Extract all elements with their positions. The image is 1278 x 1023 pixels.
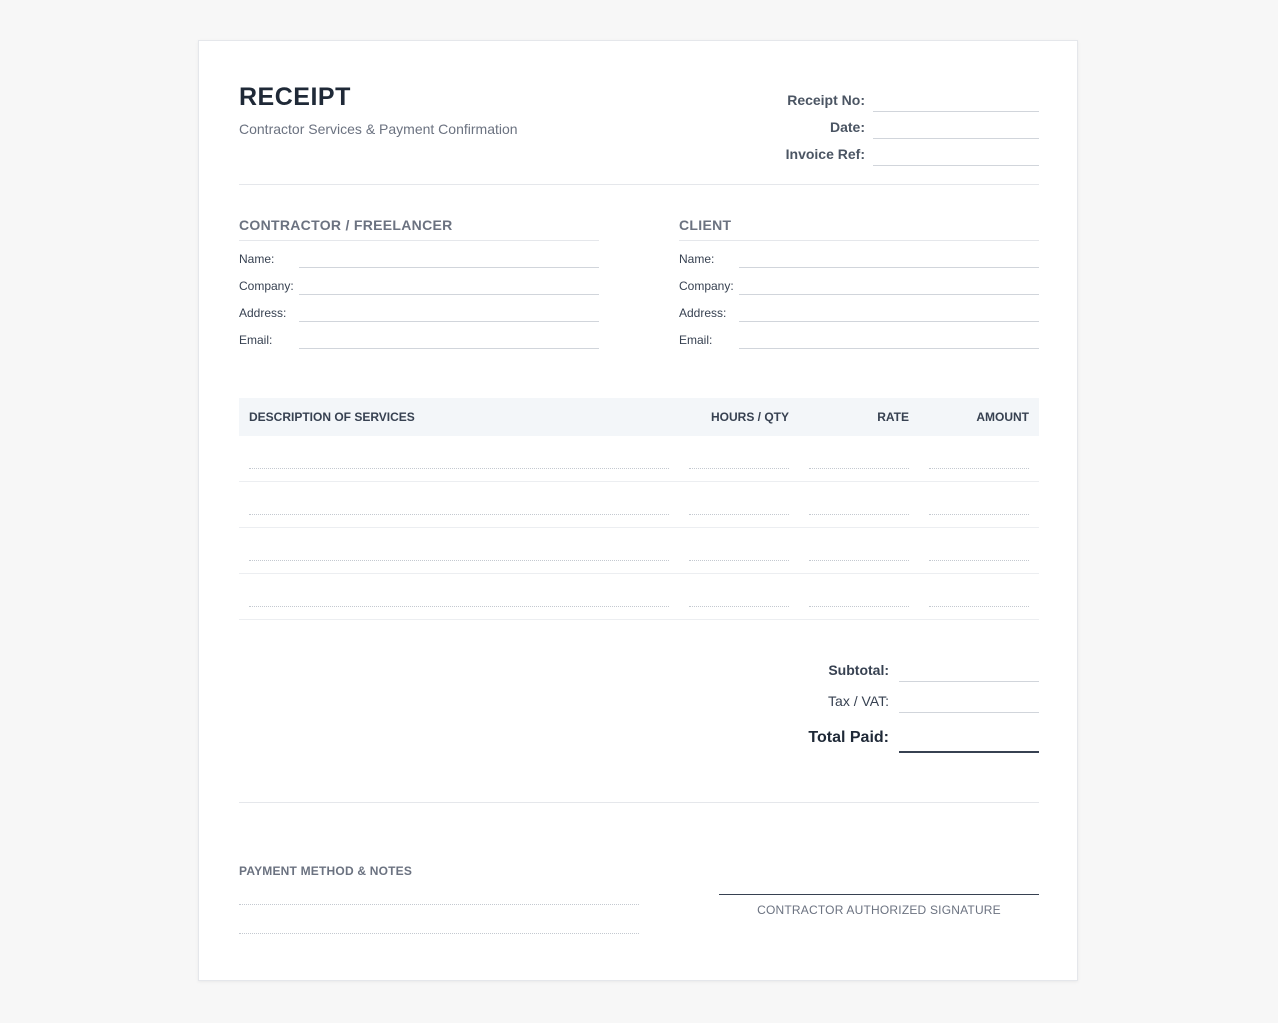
payment-notes-section (239, 864, 639, 934)
signature-line[interactable] (719, 893, 1039, 895)
receipt-meta (739, 85, 1039, 166)
subtotal-field[interactable] (899, 657, 1039, 682)
hours-cell[interactable] (679, 436, 799, 482)
contractor-email-row (239, 322, 599, 349)
client-title: CLIENT (679, 216, 1039, 241)
hours-cell[interactable] (679, 574, 799, 620)
description-cell[interactable] (239, 574, 679, 620)
tax-label: Tax / VAT: (828, 693, 889, 709)
client-company-label: Company: (679, 279, 734, 293)
table-row (239, 436, 1039, 482)
tax-row (739, 682, 1039, 713)
client-company-field[interactable] (739, 274, 1039, 295)
client-email-field[interactable] (739, 328, 1039, 349)
date-field[interactable] (873, 116, 1039, 139)
contractor-company-field[interactable] (299, 274, 599, 295)
header-divider (239, 184, 1039, 185)
contractor-name-row (239, 241, 599, 268)
contractor-address-label: Address: (239, 306, 287, 320)
total-paid-row (739, 713, 1039, 753)
date-label: Date: (829, 119, 865, 135)
receipt-no-field[interactable] (873, 89, 1039, 112)
tax-field[interactable] (899, 688, 1039, 713)
rate-cell[interactable] (799, 436, 919, 482)
footer-divider (239, 802, 1039, 803)
rate-cell[interactable] (799, 574, 919, 620)
total-paid-field[interactable] (899, 721, 1039, 753)
notes-line-2[interactable] (239, 905, 639, 934)
invoice-ref-field[interactable] (873, 143, 1039, 166)
contractor-name-label: Name: (239, 252, 275, 266)
contractor-title: CONTRACTOR / FREELANCER (239, 216, 599, 241)
table-row (239, 482, 1039, 528)
contractor-address-field[interactable] (299, 301, 599, 322)
contractor-address-row (239, 295, 599, 322)
receipt-content (239, 41, 1039, 980)
amount-cell[interactable] (919, 436, 1039, 482)
hours-cell[interactable] (679, 482, 799, 528)
client-address-row (679, 295, 1039, 322)
subtotal-label: Subtotal: (828, 662, 889, 678)
rate-cell[interactable] (799, 528, 919, 574)
client-section (679, 216, 1039, 349)
contractor-email-field[interactable] (299, 328, 599, 349)
client-email-label: Email: (679, 333, 713, 347)
payment-notes-title: PAYMENT METHOD & NOTES (239, 864, 413, 878)
column-description: DESCRIPTION OF SERVICES (239, 398, 679, 436)
services-table (239, 398, 1039, 620)
description-cell[interactable] (239, 528, 679, 574)
column-rate: RATE (799, 398, 919, 436)
description-cell[interactable] (239, 436, 679, 482)
amount-cell[interactable] (919, 574, 1039, 620)
receipt-no-row (739, 85, 1039, 112)
notes-line-1[interactable] (239, 884, 639, 905)
signature-section (719, 893, 1039, 917)
rate-cell[interactable] (799, 482, 919, 528)
contractor-email-label: Email: (239, 333, 273, 347)
description-cell[interactable] (239, 482, 679, 528)
client-name-row (679, 241, 1039, 268)
receipt-no-label: Receipt No: (787, 92, 865, 108)
totals-section (739, 651, 1039, 753)
client-name-label: Name: (679, 252, 715, 266)
contractor-name-field[interactable] (299, 247, 599, 268)
table-row (239, 574, 1039, 620)
contractor-company-label: Company: (239, 279, 294, 293)
signature-label: CONTRACTOR AUTHORIZED SIGNATURE (757, 903, 1001, 917)
amount-cell[interactable] (919, 482, 1039, 528)
client-email-row (679, 322, 1039, 349)
invoice-ref-label: Invoice Ref: (785, 146, 865, 162)
contractor-section (239, 216, 599, 349)
date-row (739, 112, 1039, 139)
table-row (239, 528, 1039, 574)
column-amount: AMOUNT (919, 398, 1039, 436)
client-address-label: Address: (679, 306, 727, 320)
total-paid-label: Total Paid: (808, 729, 889, 746)
receipt-subtitle: Contractor Services & Payment Confirmation (239, 121, 518, 137)
column-hours-qty: HOURS / QTY (679, 398, 799, 436)
receipt-page (198, 40, 1078, 981)
contractor-company-row (239, 268, 599, 295)
subtotal-row (739, 651, 1039, 682)
hours-cell[interactable] (679, 528, 799, 574)
services-header-row (239, 398, 1039, 436)
receipt-title: RECEIPT (239, 83, 351, 111)
invoice-ref-row (739, 139, 1039, 166)
client-address-field[interactable] (739, 301, 1039, 322)
client-company-row (679, 268, 1039, 295)
amount-cell[interactable] (919, 528, 1039, 574)
client-name-field[interactable] (739, 247, 1039, 268)
